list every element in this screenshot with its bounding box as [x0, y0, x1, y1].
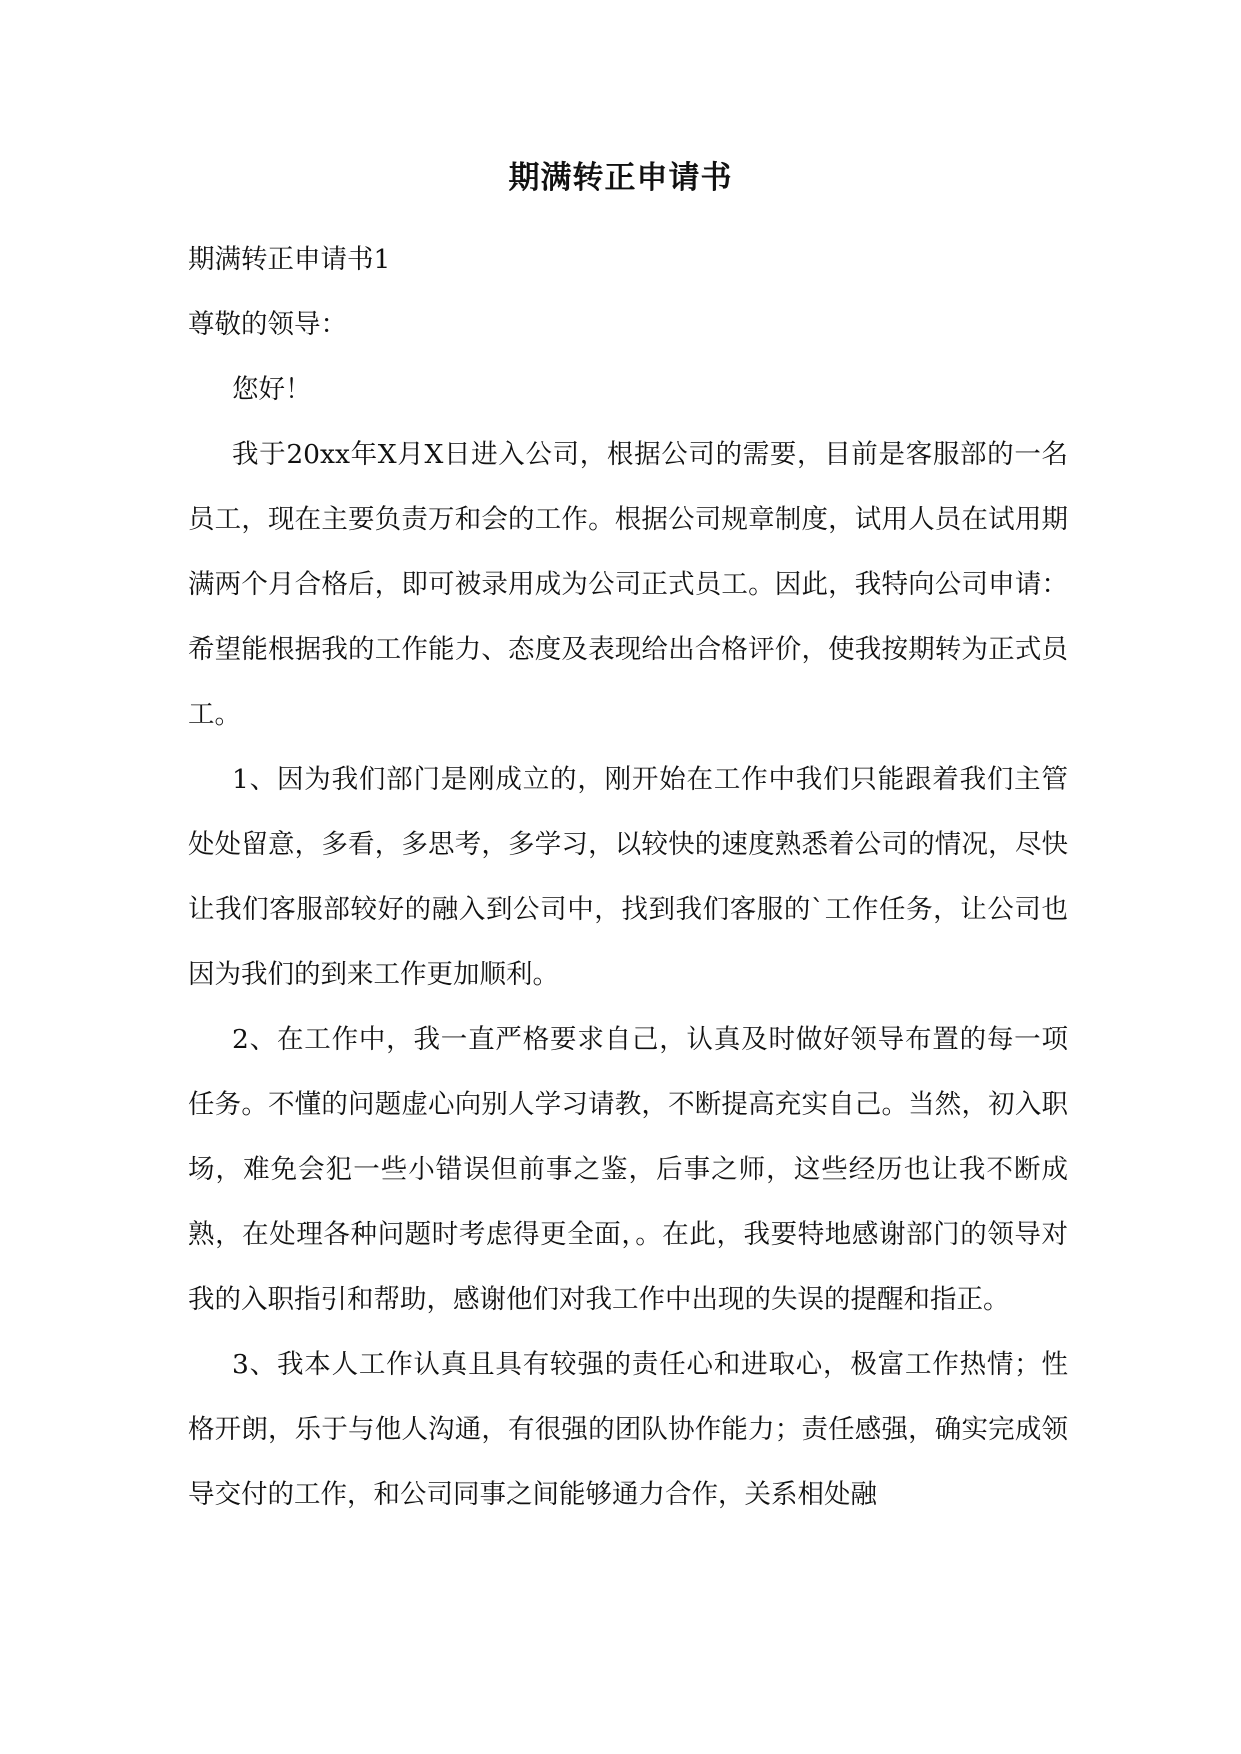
paragraph-point-2: 2、在工作中，我一直严格要求自己，认真及时做好领导布置的每一项任务。不懂的问题虚心向别人学习请教，不断提高充实自己。当然，初入职场，难免会犯一些小错误但前事之鉴，后事之师，这些经历也让我不断成熟，在处理各种问题时考虑得更全面，。在此，我要特地感谢部门的领导对我的入职指引和帮助，感谢他们对我工作中出现的失误的提醒和指正。 — [188, 1024, 1068, 1315]
document-body — [188, 227, 1068, 1527]
salutation: 尊敬的领导： — [188, 309, 347, 340]
greeting: 您好！ — [232, 374, 312, 405]
subheading: 期满转正申请书1 — [188, 244, 391, 275]
paragraph-intro: 我于20xx年X月X日进入公司，根据公司的需要，目前是客服部的一名员工，现在主要负责万和会的工作。根据公司规章制度，试用人员在试用期满两个月合格后，即可被录用成为公司正式员工。因此，我特向公司申请：希望能根据我的工作能力、态度及表现给出合格评价，使我按期转为正式员工。 — [188, 439, 1068, 730]
paragraph-point-3: 3、我本人工作认真且具有较强的责任心和进取心，极富工作热情；性格开朗，乐于与他人沟通，有很强的团队协作能力；责任感强，确实完成领导交付的工作，和公司同事之间能够通力合作，关系相处融 — [188, 1349, 1068, 1510]
paragraph-point-1: 1、因为我们部门是刚成立的，刚开始在工作中我们只能跟着我们主管处处留意，多看，多思考，多学习，以较快的速度熟悉着公司的情况，尽快让我们客服部较好的融入到公司中，找到我们客服的`工作任务，让公司也因为我们的到来工作更加顺利。 — [188, 764, 1068, 990]
page-title: 期满转正申请书 — [508, 160, 733, 196]
